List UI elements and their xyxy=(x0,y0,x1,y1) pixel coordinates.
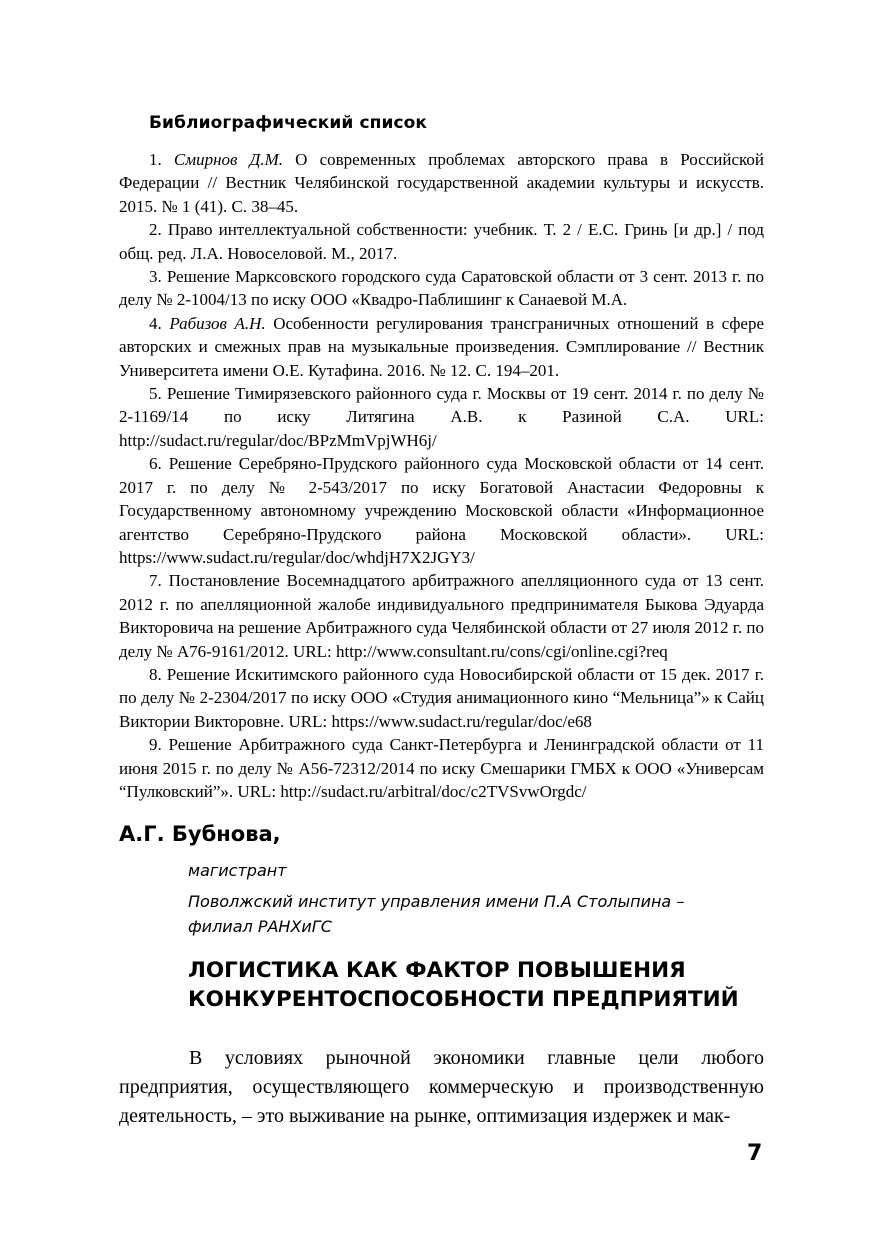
entry-number: 3. xyxy=(149,267,162,287)
entry-number: 6. xyxy=(149,454,162,474)
author-institution: Поволжский институт управления имени П.А Столыпина – филиал РАНХиГС xyxy=(188,892,685,936)
entry-text: Решение Серебряно-Прудского районного суда Московской области от 14 сент. 2017 г. по делу № 2-543/2017 по иску Богатовой Анастасии Федоровны к Государственному автономному учреждению Московской области «Информационное агентство Серебряно-Прудского района Московской области». URL: https://www.sudact.ru/regular/doc/whdjH7X2JGY3/ xyxy=(119,454,764,567)
entry-text: Решение Арбитражного суда Санкт-Петербурга и Ленинградской области от 11 июня 2015 г. по делу № А56-72312/2014 по иску Смешарики ГМБХ к ООО «Универсам “Пулковский”». URL: http://sudact.ru/arbitral/doc/c2TVSvwOrgdc/ xyxy=(119,735,764,801)
bibliography-entry xyxy=(119,569,764,663)
article-title-line: ЛОГИСТИКА КАК ФАКТОР ПОВЫШЕНИЯ xyxy=(188,958,686,983)
article-title-line: КОНКУРЕНТОСПОСОБНОСТИ ПРЕДПРИЯТИЙ xyxy=(188,987,739,1012)
entry-author: Смирнов Д.М. xyxy=(173,150,284,169)
page-number: 7 xyxy=(747,1141,763,1166)
bibliography-entry xyxy=(119,265,764,312)
bibliography-entry xyxy=(119,312,764,382)
author-role: магистрант xyxy=(188,861,287,880)
article-body-paragraph: В условиях рыночной экономики главные цели любого предприятия, осуществляющего коммерческую и производственную деятельность, – это выживание на рынке, оптимизация издержек и мак- xyxy=(119,1047,764,1127)
bibliography-list xyxy=(119,148,764,803)
bibliography-entry xyxy=(119,733,764,803)
entry-number: 9. xyxy=(149,735,162,755)
bibliography-heading: Библиографический список xyxy=(149,113,428,133)
entry-text: Право интеллектуальной собственности: учебник. Т. 2 / Е.С. Гринь [и др.] / под общ. ред. Л.А. Новоселовой. М., 2017. xyxy=(119,220,764,263)
entry-number: 5. xyxy=(149,384,162,404)
article-title xyxy=(188,956,778,1014)
author-name: А.Г. Бубнова, xyxy=(119,822,281,846)
entry-text: Решение Тимирязевского районного суда г. Москвы от 19 сент. 2014 г. по делу № 2-1169/14 по иску Литягина А.В. к Разиной С.А. URL: http://sudact.ru/regular/doc/BPzMmVpjWH6j/ xyxy=(119,384,764,450)
entry-number: 2. xyxy=(149,220,162,240)
bibliography-entry xyxy=(119,663,764,733)
bibliography-entry xyxy=(119,382,764,452)
bibliography-entry xyxy=(119,452,764,569)
entry-text: Решение Искитимского районного суда Новосибирской области от 15 дек. 2017 г. по делу № 2-2304/2017 по иску ООО «Студия анимационного кино “Мельница”» к Сайц Виктории Викторовне. URL: https://www.sudact.ru/regular/doc/e68 xyxy=(119,664,765,731)
entry-text: Решение Марксовского городского суда Саратовской области от 3 сент. 2013 г. по делу № 2-1004/13 по иску ООО «Квадро-Паблишинг к Санаевой М.А. xyxy=(119,267,765,310)
entry-text: Постановление Восемнадцатого арбитражного апелляционного суда от 13 сент. 2012 г. по апелляционной жалобе индивидуального предпринимателя Быкова Эдуарда Викторовича на решение Арбитражного суда Челябинской области от 27 июля 2012 г. по делу № А76-9161/2012. URL: http://www.consultant.ru/cons/cgi/online.cgi?req xyxy=(119,571,765,661)
entry-number: 7. xyxy=(149,571,162,591)
entry-number: 1. xyxy=(149,150,162,169)
entry-author: Рабизов А.Н. xyxy=(169,313,266,333)
entry-text: Особенности регулирования трансграничных отношений в сфере авторских и смежных прав на музыкальные произведения. Сэмплирование // Вестник Университета имени О.Е. Кутафина. 2016. № 12. С. 194–201. xyxy=(119,313,764,380)
entry-number: 8. xyxy=(149,664,162,684)
bibliography-entry xyxy=(119,148,764,218)
entry-text: О современных проблемах авторского права в Российской Федерации // Вестник Челябинской государственной академии культуры и искусств. 2015. № 1 (41). С. 38–45. xyxy=(119,150,764,216)
bibliography-entry xyxy=(119,218,764,265)
entry-number: 4. xyxy=(149,313,162,333)
